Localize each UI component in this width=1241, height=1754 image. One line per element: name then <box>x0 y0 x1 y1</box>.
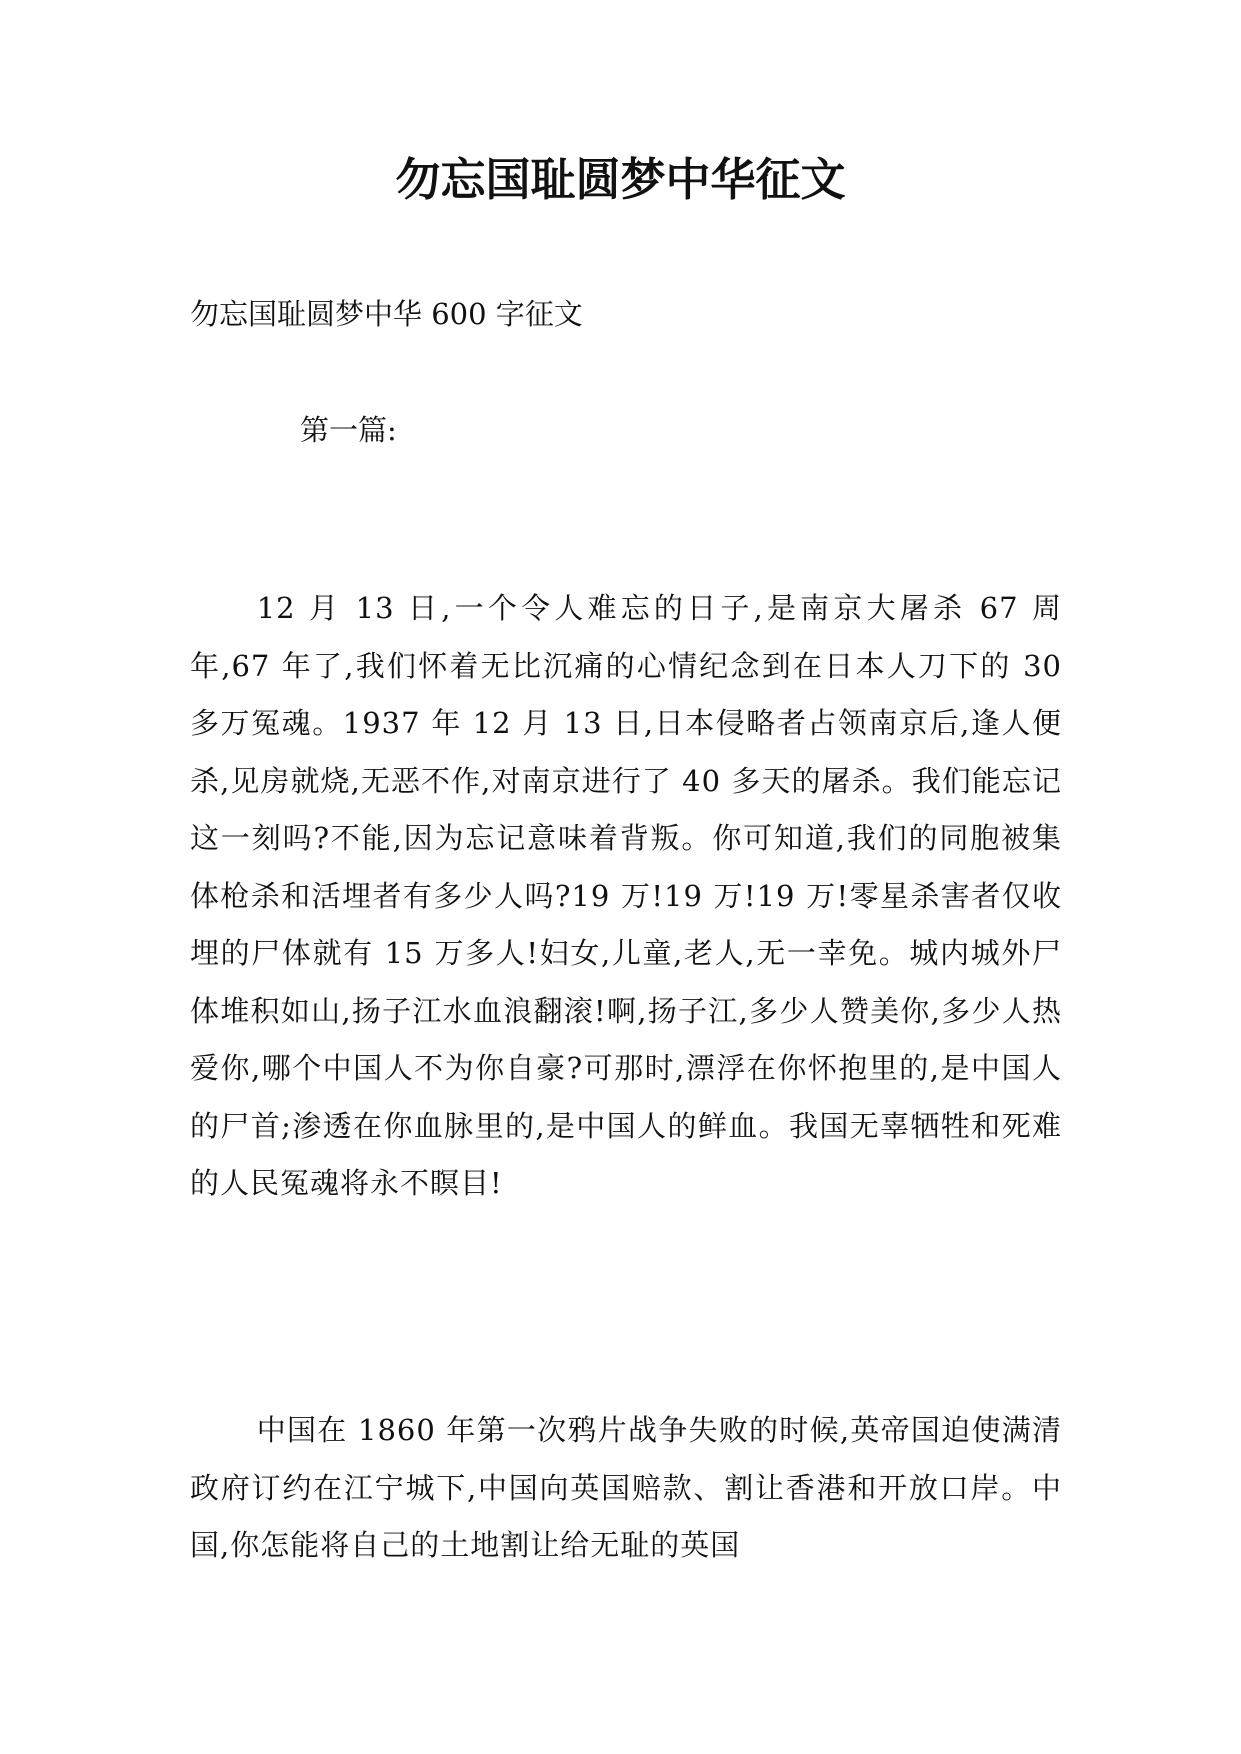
document-title: 勿忘国耻圆梦中华征文 <box>395 153 846 206</box>
body-paragraph-2: 中国在 1860 年第一次鸦片战争失败的时候,英帝国迫使满清政府订约在江宁城下,中国向英国赔款、割让香港和开放口岸。中国,你怎能将自己的土地割让给无耻的英国 <box>190 1413 1062 1562</box>
document-subtitle: 勿忘国耻圆梦中华 600 字征文 <box>190 297 583 331</box>
section-heading: 第一篇: <box>300 413 397 447</box>
body-paragraph-1: 12 月 13 日,一个令人难忘的日子,是南京大屠杀 67 周年,67 年了,我们怀着无比沉痛的心情纪念到在日本人刀下的 30 多万冤魂。1937 年 12 月 13 日,日本侵略者占领南京后,逢人便杀,见房就烧,无恶不作,对南京进行了 40 多天的屠杀。我们能忘记这一刻吗?不能,因为忘记意味着背叛。你可知道,我们的同胞被集体枪杀和活埋者有多少人吗?19 万!19 万!19 万!零星杀害者仅收埋的尸体就有 15 万多人!妇女,儿童,老人,无一幸免。城内城外尸体堆积如山,扬子江水血浪翻滚!啊,扬子江,多少人赞美你,多少人热爱你,哪个中国人不为你自豪?可那时,漂浮在你怀抱里的,是中国人的尸首;渗透在你血脉里的,是中国人的鲜血。我国无辜牺牲和死难的人民冤魂将永不瞑目! <box>190 591 1062 1200</box>
